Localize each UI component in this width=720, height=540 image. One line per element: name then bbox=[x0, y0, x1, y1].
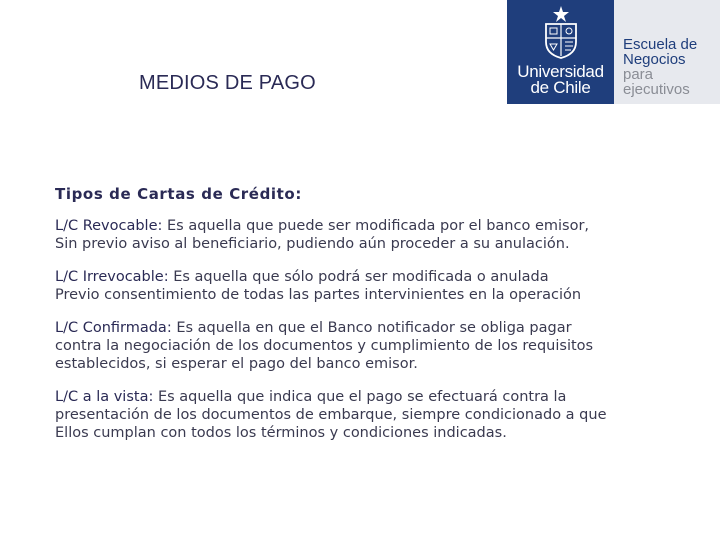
school-name-line1: Escuela de bbox=[623, 36, 698, 53]
list-item-irrevocable bbox=[55, 268, 695, 304]
university-logo-panel bbox=[507, 0, 614, 104]
item-line bbox=[55, 217, 695, 235]
item-text: Es aquella que sólo podrá ser modificada o anulada bbox=[168, 269, 549, 285]
school-subtitle-line1: para bbox=[623, 66, 654, 83]
section-heading: Tipos de Cartas de Crédito: bbox=[55, 185, 302, 203]
item-text: Es aquella que indica que el pago se efectuará contra la bbox=[153, 389, 567, 405]
item-line: presentación de los documentos de embarque, siempre condicionado a que bbox=[55, 407, 607, 423]
item-term: L/C a la vista: bbox=[55, 389, 154, 405]
item-line: Previo consentimiento de todas las partes intervinientes en la operación bbox=[55, 287, 582, 303]
item-line bbox=[55, 268, 695, 286]
item-term: L/C Irrevocable: bbox=[55, 269, 169, 285]
item-text: Es aquella en que el Banco notificador se obliga pagar bbox=[171, 320, 572, 336]
item-line bbox=[55, 319, 695, 337]
slide-content bbox=[55, 185, 695, 457]
list-item-vista bbox=[55, 388, 695, 442]
list-item-revocable bbox=[55, 217, 695, 253]
page-title: MEDIOS DE PAGO bbox=[139, 72, 316, 94]
university-name-line2: de Chile bbox=[530, 78, 591, 97]
item-line: Sin previo aviso al beneficiario, pudiendo aún proceder a su anulación. bbox=[55, 236, 570, 252]
school-name-line2: Negocios bbox=[623, 51, 686, 68]
item-line: Ellos cumplan con todos los términos y condiciones indicadas. bbox=[55, 425, 507, 441]
item-line bbox=[55, 388, 695, 406]
item-line: establecidos, si esperar el pago del banco emisor. bbox=[55, 356, 418, 372]
list-item-confirmada bbox=[55, 319, 695, 373]
item-line: contra la negociación de los documentos y cumplimiento de los requisitos bbox=[55, 338, 594, 354]
item-term: L/C Confirmada: bbox=[55, 320, 172, 336]
university-seal-icon bbox=[538, 4, 584, 60]
school-logo-panel bbox=[614, 0, 720, 104]
university-name-line1: Universidad bbox=[517, 62, 604, 81]
item-text: Es aquella que puede ser modificada por el banco emisor, bbox=[162, 218, 590, 234]
item-term: L/C Revocable: bbox=[55, 218, 163, 234]
school-subtitle-line2: ejecutivos bbox=[623, 81, 690, 98]
